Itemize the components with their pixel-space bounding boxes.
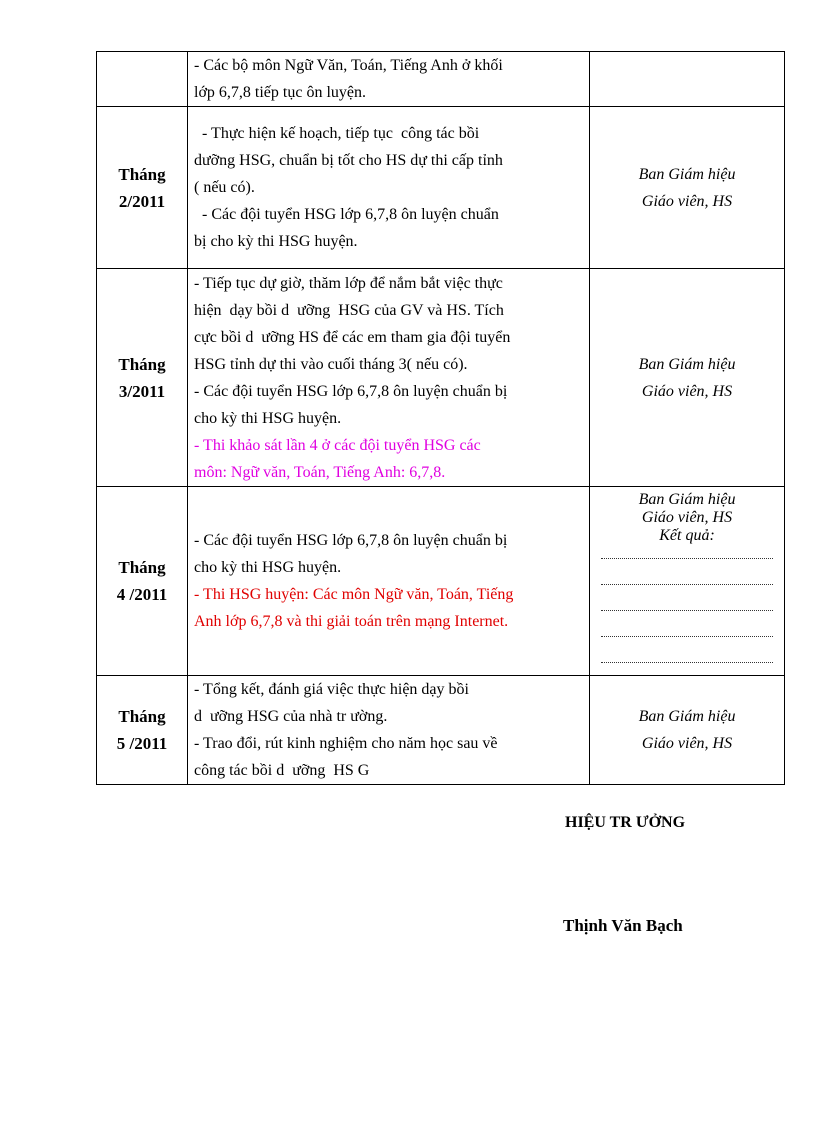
content-line: lớp 6,7,8 tiếp tục ôn luyện. — [194, 84, 366, 101]
content-line: - Thực hiện kế hoạch, tiếp tục công tác bồi — [194, 125, 480, 142]
responsible-line: Ban Giám hiệu — [638, 355, 736, 373]
month-year: 4 /2011 — [116, 585, 168, 604]
month-year: 5 /2011 — [116, 734, 168, 753]
content-line: - Trao đổi, rút kinh nghiệm cho năm học sau về — [194, 735, 498, 752]
signature-name: Thịnh Văn Bạch — [563, 916, 683, 935]
content-cell — [188, 269, 590, 487]
responsible-line: Giáo viên, HS — [641, 382, 733, 400]
content-line: cho kỳ thi HSG huyện. — [194, 559, 342, 576]
content-cell — [188, 676, 590, 785]
plan-table — [96, 51, 785, 785]
content-line-highlight: - Thi HSG huyện: Các môn Ngữ văn, Toán, Tiếng — [194, 586, 514, 603]
responsible-line: Ban Giám hiệu — [638, 708, 736, 725]
responsible-cell — [590, 269, 785, 487]
table-row — [97, 676, 785, 785]
result-dotted-line — [601, 637, 773, 663]
month-cell — [97, 269, 188, 487]
month-cell — [97, 487, 188, 676]
table-row — [97, 107, 785, 269]
content-line: cực bồi d ưỡng HS để các em tham gia đội tuyển — [194, 328, 511, 346]
month-label: Tháng — [118, 558, 166, 577]
month-label: Tháng — [118, 354, 166, 374]
month-cell — [97, 52, 188, 107]
responsible-line: Ban Giám hiệu — [638, 165, 736, 183]
responsible-cell — [590, 487, 785, 676]
content-line: ( nếu có). — [194, 179, 255, 196]
content-cell — [188, 487, 590, 676]
result-dotted-line — [601, 545, 773, 559]
responsible-cell — [590, 676, 785, 785]
month-cell — [97, 676, 188, 785]
month-cell — [97, 107, 188, 269]
content-line: - Tổng kết, đánh giá việc thực hiện dạy bồi — [194, 681, 469, 698]
content-line: - Tiếp tục dự giờ, thăm lớp để nắm bắt việc thực — [194, 274, 503, 292]
content-line: - Các bộ môn Ngữ Văn, Toán, Tiếng Anh ở khối — [194, 57, 503, 74]
responsible-cell — [590, 52, 785, 107]
table-row — [97, 487, 785, 676]
month-year: 3/2011 — [118, 381, 166, 401]
content-line: bị cho kỳ thi HSG huyện. — [194, 233, 358, 250]
content-cell — [188, 52, 590, 107]
responsible-line: Giáo viên, HS — [641, 735, 733, 752]
table-row — [97, 269, 785, 487]
month-label: Tháng — [118, 164, 166, 184]
result-label: Kết quả: — [659, 527, 715, 544]
content-line-highlight: - Thi khảo sát lần 4 ở các đội tuyển HSG các — [194, 436, 481, 454]
result-dotted-line — [601, 611, 773, 637]
month-year: 2/2011 — [118, 191, 166, 211]
month-label: Tháng — [118, 707, 166, 726]
table-row — [97, 52, 785, 107]
signature-title: HIỆU TR ƯỞNG — [565, 814, 686, 831]
result-dotted-line — [601, 559, 773, 585]
content-line: - Các đội tuyển HSG lớp 6,7,8 ôn luyện chuẩn bị — [194, 382, 508, 400]
content-line-highlight: môn: Ngữ văn, Toán, Tiếng Anh: 6,7,8. — [194, 463, 446, 481]
content-line-highlight: Anh lớp 6,7,8 và thi giải toán trên mạng Internet. — [194, 613, 509, 630]
content-cell — [188, 107, 590, 269]
content-line: cho kỳ thi HSG huyện. — [194, 409, 342, 427]
content-line: - Các đội tuyển HSG lớp 6,7,8 ôn luyện chuẩn bị — [194, 532, 508, 549]
content-line: - Các đội tuyển HSG lớp 6,7,8 ôn luyện chuẩn — [194, 206, 499, 223]
content-line: HSG tỉnh dự thi vào cuối tháng 3( nếu có). — [194, 355, 468, 373]
content-line: công tác bồi d ưỡng HS G — [194, 762, 370, 779]
responsible-line: Giáo viên, HS — [641, 192, 733, 210]
responsible-line: Giáo viên, HS — [641, 509, 733, 526]
content-line: dưỡng HSG, chuẩn bị tốt cho HS dự thi cấp tỉnh — [194, 152, 503, 169]
responsible-cell — [590, 107, 785, 269]
content-line: hiện dạy bồi d ưỡng HSG của GV và HS. Tích — [194, 301, 504, 319]
result-dotted-line — [601, 585, 773, 611]
responsible-line: Ban Giám hiệu — [638, 491, 736, 508]
content-line: d ưỡng HSG của nhà tr ường. — [194, 708, 388, 725]
